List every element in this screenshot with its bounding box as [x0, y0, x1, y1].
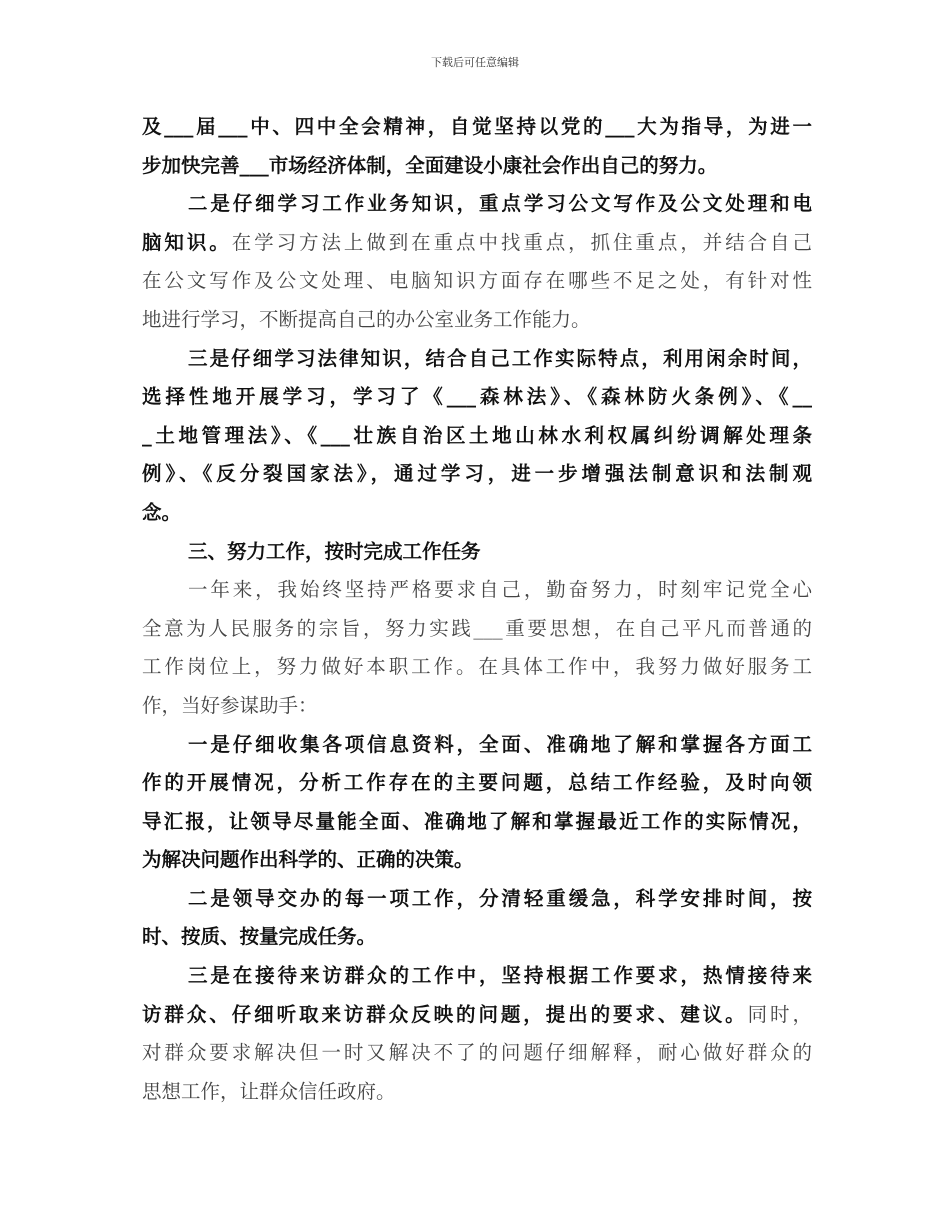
- text-line: [142, 185, 812, 224]
- text-line: [142, 610, 812, 649]
- text-run: 对群众要求解决但一时又解决不了的问题仔细解释，耐心做好群众的: [142, 1041, 812, 1065]
- text-line: [142, 957, 812, 996]
- bold-text-run: 念。: [142, 500, 182, 524]
- text-line: [142, 1034, 812, 1073]
- text-line: [142, 764, 812, 803]
- bold-text-run: 步加快完善___市场经济体制，全面建设小康社会作出自己的努力。: [142, 153, 718, 177]
- text-run: 工作岗位上，努力做好本职工作。在具体工作中，我努力做好服务工: [142, 655, 812, 679]
- text-line: [142, 1073, 812, 1112]
- bold-text-run: 作的开展情况，分析工作存在的主要问题，总结工作经验，及时向领: [142, 771, 812, 795]
- text-line: [142, 108, 812, 147]
- bold-text-run: 二是领导交办的每一项工作，分清轻重缓急，科学安排时间，按: [188, 886, 812, 910]
- text-run: 作，当好参谋助手：: [142, 693, 318, 717]
- bold-text-run: 三是仔细学习法律知识，结合自己工作实际特点，利用闲余时间，: [188, 346, 812, 370]
- bold-text-run: 脑知识。: [142, 230, 232, 254]
- text-run: 在公文写作及公文处理、电脑知识方面存在哪些不足之处，有针对性: [142, 269, 812, 293]
- text-line: [142, 996, 812, 1035]
- text-run: 在学习方法上做到在重点中找重点，抓住重点，并结合自己: [231, 230, 812, 254]
- bold-text-run: 访群众、仔细听取来访群众反映的问题，提出的要求、建议。: [142, 1002, 748, 1026]
- text-run: 一年来，我始终坚持严格要求自己，勤奋努力，时刻牢记党全心: [188, 578, 812, 602]
- text-line: [142, 378, 812, 417]
- text-run: 思想工作，让群众信任政府。: [142, 1079, 396, 1103]
- text-line: [142, 918, 812, 957]
- text-line: [142, 262, 812, 301]
- text-line: [142, 726, 812, 765]
- bold-text-run: 为解决问题作出科学的、正确的决策。: [142, 848, 474, 872]
- text-line: [142, 687, 812, 726]
- text-line: [142, 147, 812, 186]
- text-run: 同时，: [747, 1002, 812, 1026]
- bold-text-run: 选择性地开展学习，学习了《___森林法》、《森林防火条例》、《__: [142, 385, 812, 409]
- text-line: [142, 494, 812, 533]
- bold-text-run: 时、按质、按量完成任务。: [142, 925, 377, 949]
- bold-text-run: _土地管理法》、《___壮族自治区土地山林水利权属纠纷调解处理条: [142, 423, 812, 447]
- text-line: [142, 455, 812, 494]
- bold-text-run: 一是仔细收集各项信息资料，全面、准确地了解和掌握各方面工: [188, 732, 812, 756]
- text-run: 地进行学习，不断提高自己的办公室业务工作能力。: [142, 307, 591, 331]
- text-line: [142, 301, 812, 340]
- bold-text-run: 及___届___中、四中全会精神，自觉坚持以党的___大为指导，为进一: [142, 115, 812, 138]
- bold-text-run: 三是在接待来访群众的工作中，坚持根据工作要求，热情接待来: [188, 964, 812, 988]
- page-header: 下载后可任意编辑: [431, 56, 519, 69]
- bold-text-run: 例》、《反分裂国家法》，通过学习，进一步增强法制意识和法制观: [142, 462, 812, 486]
- text-line: [142, 417, 812, 456]
- text-line: [142, 533, 812, 572]
- text-line: [142, 571, 812, 610]
- bold-text-run: 导汇报，让领导尽量能全面、准确地了解和掌握最近工作的实际情况，: [142, 809, 812, 833]
- text-line: [142, 648, 812, 687]
- text-line: [142, 340, 812, 379]
- text-line: [142, 224, 812, 263]
- text-line: [142, 880, 812, 919]
- text-run: 全意为人民服务的宗旨，努力实践___重要思想，在自己平凡而普通的: [142, 616, 812, 640]
- text-line: [142, 841, 812, 880]
- bold-text-run: 三、努力工作，按时完成工作任务: [188, 539, 481, 563]
- text-line: [142, 803, 812, 842]
- bold-text-run: 二是仔细学习工作业务知识，重点学习公文写作及公文处理和电: [188, 192, 812, 216]
- document-body: [142, 108, 812, 1111]
